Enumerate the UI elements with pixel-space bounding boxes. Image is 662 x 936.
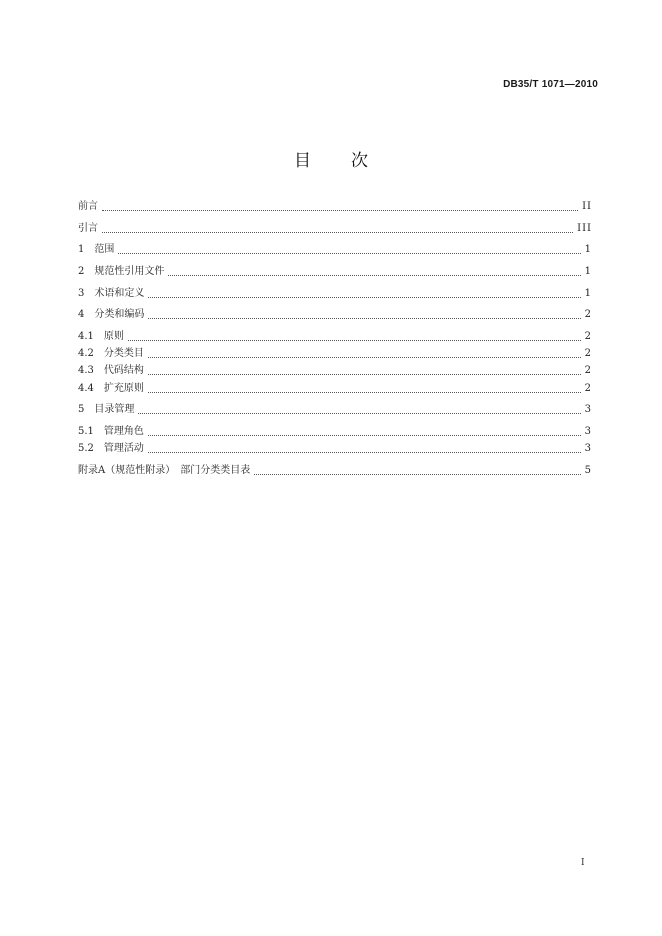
toc-entry-page: 2 <box>584 331 592 342</box>
toc-entry-label: 目录管理 <box>94 404 135 415</box>
toc-entry-number: 4.1 <box>78 331 94 342</box>
toc-entry-management-activities[interactable] <box>78 442 592 456</box>
toc-entry-page: 5 <box>584 465 592 476</box>
toc-entry-appendix-a[interactable] <box>78 464 592 478</box>
toc-entry-number: 1 <box>78 244 85 255</box>
toc-entry-page: II <box>582 201 592 212</box>
toc-entry-terms-definitions[interactable] <box>78 287 592 301</box>
toc-entry-label: 范围 <box>94 244 115 255</box>
toc-entry-number: 5.2 <box>78 443 94 454</box>
toc-entry-page: 2 <box>584 309 592 320</box>
dot-leader <box>148 365 581 375</box>
toc-entry-number: 2 <box>78 266 85 277</box>
toc-entry-label: 附录A（规范性附录） 部门分类类目表 <box>78 465 251 476</box>
toc-title-char-2: 次 <box>351 151 368 171</box>
toc-entry-code-structure[interactable] <box>78 364 592 378</box>
toc-entry-number: 5.1 <box>78 426 94 437</box>
toc-entry-scope[interactable] <box>78 243 592 257</box>
dot-leader <box>148 348 581 358</box>
toc-entry-label: 术语和定义 <box>94 288 145 299</box>
toc-entry-number: 3 <box>78 288 85 299</box>
toc-entry-classification-coding[interactable] <box>78 308 592 322</box>
dot-leader <box>102 201 578 211</box>
toc-title-char-1: 目 <box>294 151 311 171</box>
toc-entry-number: 4.2 <box>78 348 94 359</box>
toc-entry-number: 4.3 <box>78 365 94 376</box>
dot-leader <box>128 331 581 341</box>
dot-leader <box>102 223 573 233</box>
dot-leader <box>148 309 580 319</box>
toc-entry-label: 代码结构 <box>103 365 144 376</box>
toc-entry-page: 1 <box>584 288 592 299</box>
toc-entry-page: III <box>577 223 592 234</box>
toc-entry-normative-references[interactable] <box>78 265 592 279</box>
dot-leader <box>148 426 581 436</box>
toc-entry-page: 3 <box>584 426 592 437</box>
toc-entry-principles[interactable] <box>78 330 592 344</box>
toc-entry-label: 分类类目 <box>103 348 144 359</box>
toc-entry-extension-principles[interactable] <box>78 382 592 396</box>
toc-entry-categories[interactable] <box>78 347 592 361</box>
dot-leader <box>148 383 581 393</box>
toc-title <box>0 146 662 171</box>
dot-leader <box>118 244 580 254</box>
dot-leader <box>254 465 580 475</box>
toc-entry-label: 分类和编码 <box>94 309 145 320</box>
page-number: I <box>581 858 585 868</box>
toc-entry-page: 1 <box>584 244 592 255</box>
dot-leader <box>148 443 581 453</box>
dot-leader <box>148 288 580 298</box>
toc-entry-label: 扩充原则 <box>103 383 144 394</box>
toc-entry-label: 管理活动 <box>103 443 144 454</box>
toc-entry-catalog-management[interactable] <box>78 403 592 417</box>
toc-entry-number: 4 <box>78 309 85 320</box>
toc-entry-number: 4.4 <box>78 383 94 394</box>
toc-entry-label: 引言 <box>78 223 98 234</box>
toc-entry-label: 原则 <box>103 331 124 342</box>
toc-entry-page: 2 <box>584 383 592 394</box>
toc-entry-label: 管理角色 <box>103 426 144 437</box>
toc-entry-page: 3 <box>584 404 592 415</box>
toc-entry-label: 规范性引用文件 <box>94 266 165 277</box>
dot-leader <box>138 404 580 414</box>
standard-code: DB35/T 1071—2010 <box>503 79 598 90</box>
toc-entry-page: 1 <box>584 266 592 277</box>
toc-entry-page: 3 <box>584 443 592 454</box>
toc-entry-introduction[interactable] <box>78 222 592 236</box>
dot-leader <box>168 266 580 276</box>
toc-entry-label: 前言 <box>78 201 98 212</box>
toc-entry-page: 2 <box>584 348 592 359</box>
toc-entry-foreword[interactable] <box>78 200 592 214</box>
toc-entry-number: 5 <box>78 404 85 415</box>
toc-entry-management-roles[interactable] <box>78 425 592 439</box>
toc-entry-page: 2 <box>584 365 592 376</box>
